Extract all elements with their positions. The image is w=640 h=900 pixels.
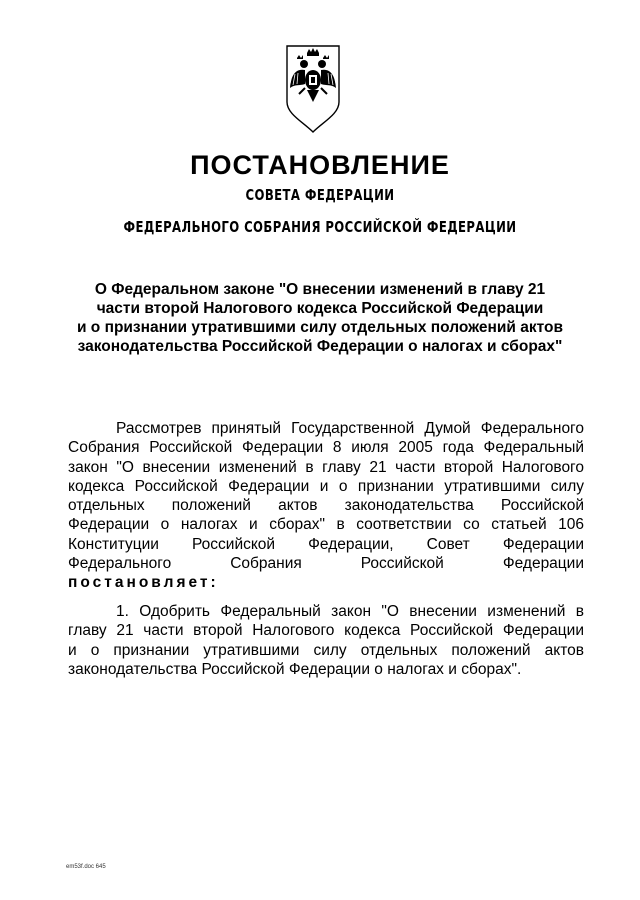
preamble-paragraph [68, 419, 584, 593]
resolution-heading [40, 280, 600, 356]
paragraph-line: Федерального Собрания Российской Федерации [68, 555, 584, 573]
document-subtitle-assembly: ФЕДЕРАЛЬНОГО СОБРАНИЯ РОССИЙСКОЙ ФЕДЕРАЦИИ [123, 218, 517, 236]
paragraph-line: главу 21 части второй Налогового кодекса Российской Федерации [68, 622, 584, 640]
paragraph-line: Федерации о налогах и сборах" в соответствии со статьей 106 [68, 516, 584, 534]
coat-of-arms-emblem-icon [283, 44, 343, 134]
heading-line: О Федеральном законе "О внесении изменений в главу 21 [94, 281, 546, 298]
heading-line: части второй Налогового кодекса Российской Федерации [96, 300, 544, 317]
heading-line: законодательства Российской Федерации о налогах и сборах" [77, 338, 563, 355]
paragraph-line: кодекса Российской Федерации и о признании утратившими силу [68, 477, 584, 495]
document-title: ПОСТАНОВЛЕНИЕ [190, 150, 450, 180]
paragraph-line: Конституции Российской Федерации, Совет Федерации [68, 535, 584, 553]
resolves-label: постановляет: [68, 574, 219, 592]
heading-line: и о признании утратившими силу отдельных положений актов [76, 319, 564, 336]
paragraph-line: закон "О внесении изменений в главу 21 части второй Налогового [68, 458, 584, 476]
decision-paragraph [68, 602, 584, 679]
document-subtitle-council: СОВЕТА ФЕДЕРАЦИИ [245, 186, 395, 204]
paragraph-line: отдельных положений актов законодательства Российской [68, 497, 584, 515]
paragraph-line: 1. Одобрить Федеральный закон "О внесении изменений в [116, 603, 584, 620]
paragraph-line: и о признании утратившими силу отдельных положений актов [68, 641, 584, 659]
paragraph-line: Собрания Российской Федерации 8 июля 2005 года Федеральный [68, 439, 584, 457]
document-reference: em53f.doc 645 [66, 864, 106, 870]
paragraph-line: законодательства Российской Федерации о налогах и сборах". [68, 660, 522, 678]
paragraph-line: Рассмотрев принятый Государственной Думой Федерального [116, 420, 584, 437]
